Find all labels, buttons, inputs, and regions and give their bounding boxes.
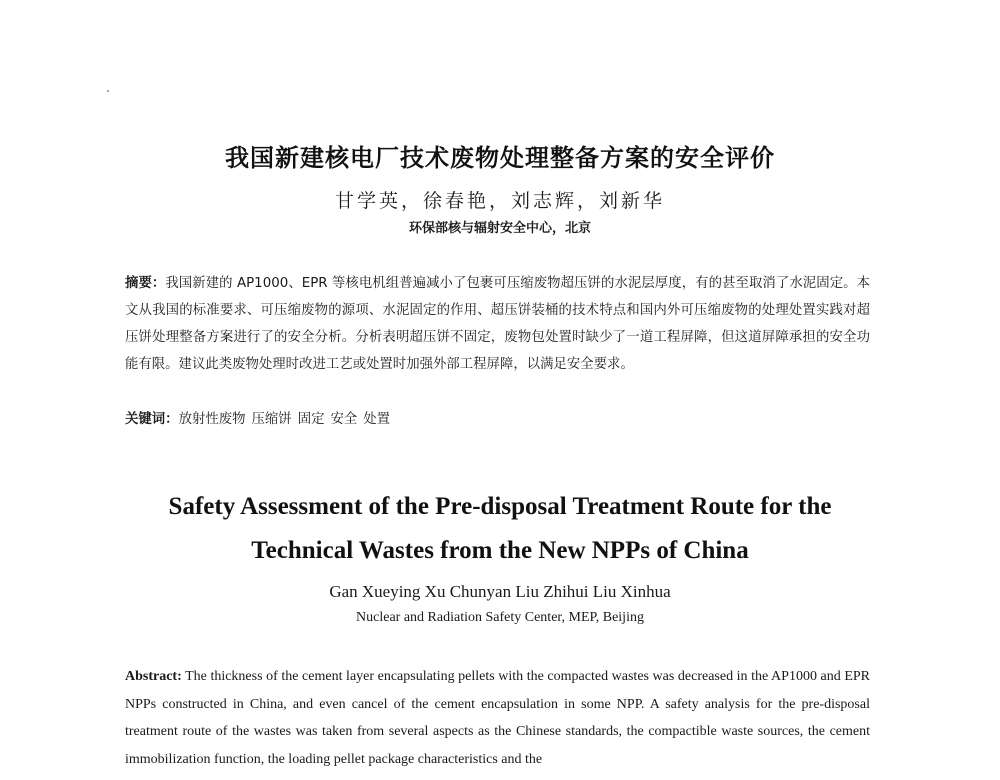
chinese-abstract-label: 摘要： <box>125 276 166 291</box>
chinese-keywords <box>125 408 396 427</box>
chinese-authors: 甘学英，徐春艳，刘志辉，刘新华 <box>334 190 665 212</box>
english-abstract-label: Abstract: <box>125 669 182 684</box>
chinese-title: 我国新建核电厂技术废物处理整备方案的安全评价 <box>225 144 775 172</box>
keyword: 固定 <box>297 412 325 427</box>
english-authors: Gan Xueying Xu Chunyan Liu Zhihui Liu Xinhua <box>329 582 671 601</box>
english-abstract <box>125 663 870 773</box>
chinese-affiliation: 环保部核与辐射安全中心，北京 <box>408 221 591 236</box>
chinese-abstract-text: 我国新建的 AP1000、EPR 等核电机组普遍减小了包裹可压缩废物超压饼的水泥层厚度，有的甚至取消了水泥固定。本文从我国的标准要求、可压缩废物的源项、水泥固定的作用、超压饼装桶的技术特点和国内外可压缩废物的处理处置实践对超压饼处理整备方案进行了的安全分析。分析表明超压饼不固定，废物包处置时缺少了一道工程屏障，但这道屏障承担的安全功能有限。建议此类废物处理时改进工艺或处置时加强外部工程屏障，以满足安全要求。 <box>125 276 870 372</box>
english-title <box>60 485 940 573</box>
keyword: 处置 <box>363 412 391 427</box>
english-abstract-text: The thickness of the cement layer encapsulating pellets with the compacted wastes was decreased in the AP1000 and EPR NPPs constructed in China, and even cancel of the cement encapsulation in some NPP. A safety analysis for the pre-disposal treatment route of the wastes was taken from several aspects as the Chinese standards, the compactible waste sources, the cement immobilization function, the loading pellet package characteristics and the <box>125 669 870 767</box>
english-title-line-2: Technical Wastes from the New NPPs of China <box>251 537 749 564</box>
keyword: 放射性废物 <box>178 412 246 427</box>
scan-speck <box>107 90 109 92</box>
english-affiliation: Nuclear and Radiation Safety Center, MEP, Beijing <box>356 610 644 625</box>
english-title-line-1: Safety Assessment of the Pre-disposal Treatment Route for the <box>168 493 832 520</box>
chinese-abstract <box>125 270 870 378</box>
keyword: 压缩饼 <box>251 412 292 427</box>
keyword: 安全 <box>330 412 358 427</box>
chinese-keywords-label: 关键词： <box>125 412 179 427</box>
